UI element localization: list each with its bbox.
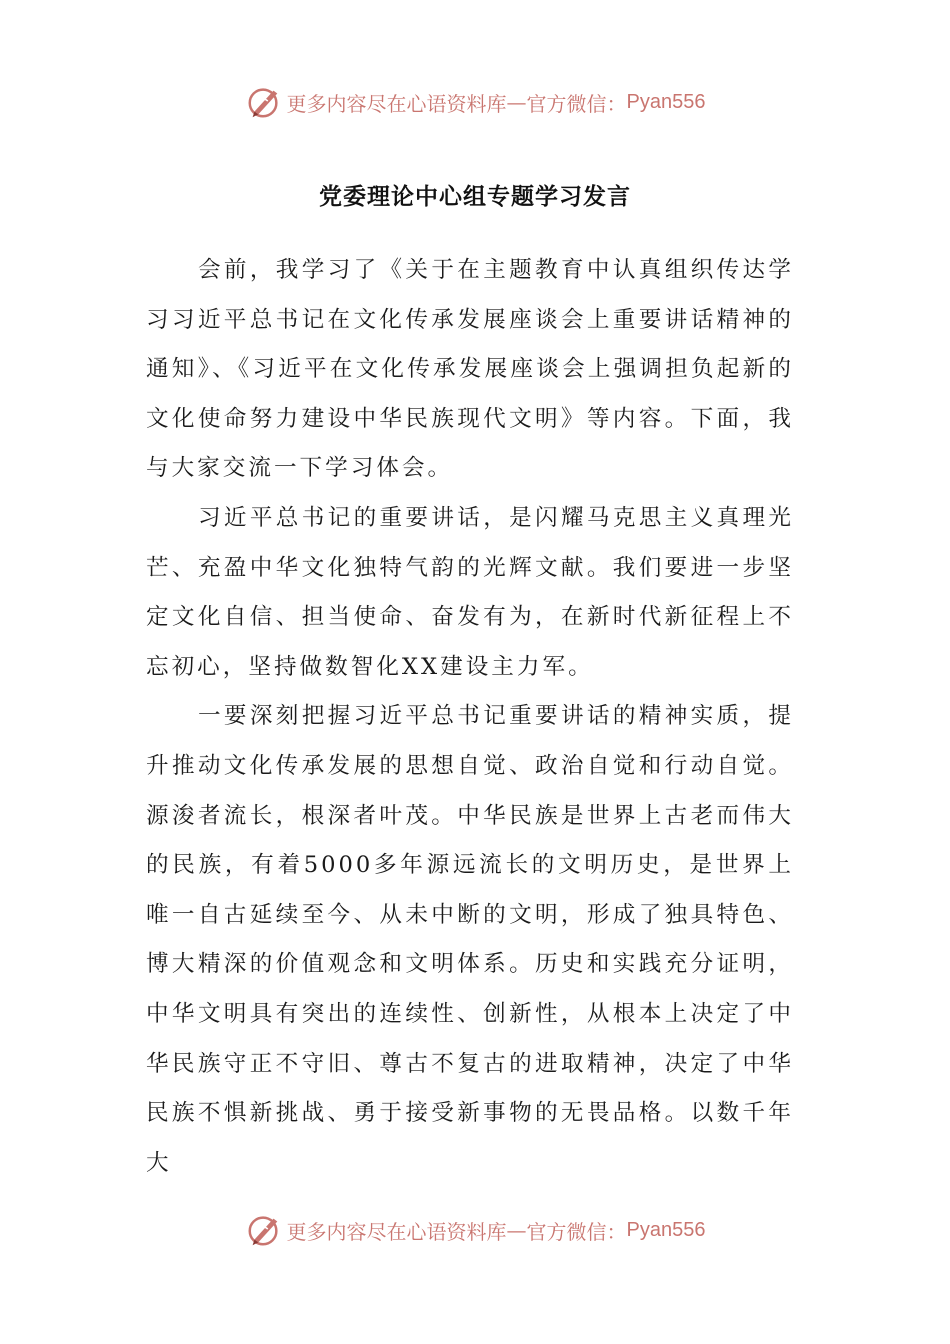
banner-dash: — [506, 90, 527, 114]
paragraph: 会前，我学习了《关于在主题教育中认真组织传达学习习近平总书记在文化传承发展座谈会上重要讲话精神的通知》、《习近平在文化传承发展座谈会上强调担负起新的文化使命努力建设中华民族现代文明》等内容。下面，我与大家交流一下学习体会。 [146, 257, 794, 482]
banner-dash: — [506, 1218, 527, 1242]
banner-site-text: 更多内容尽在心语资料库 [286, 1219, 507, 1244]
document-title: 党委理论中心组专题学习发言 [319, 183, 631, 210]
footer-banner [0, 1208, 950, 1252]
banner-contact-label: 官方微信： [526, 91, 627, 116]
banner-wechat-id: Pyan556 [626, 90, 706, 113]
paragraph: 一要深刻把握习近平总书记重要讲话的精神实质，提升推动文化传承发展的思想自觉、政治自觉和行动自觉。源浚者流长，根深者叶茂。中华民族是世界上古老而伟大的民族，有着5000多年源远流长的文明历史，是世界上唯一自古延续至今、从未中断的文明，形成了独具特色、博大精深的价值观念和文明体系。历史和实践充分证明，中华文明具有突出的连续性、创新性，从根本上决定了中华民族守正不守旧、尊古不复古的进取精神，决定了中华民族不惧新挑战、勇于接受新事物的无畏品格。以数千年大 [146, 703, 794, 1176]
pen-logo-icon [245, 1211, 283, 1249]
paragraph: 习近平总书记的重要讲话，是闪耀马克思主义真理光芒、充盈中华文化独特气韵的光辉文献。我们要进一步坚定文化自信、担当使命、奋发有为，在新时代新征程上不忘初心，坚持做数智化XX建设主力军。 [146, 504, 794, 680]
pen-logo-icon [245, 83, 283, 121]
banner-wechat-id: Pyan556 [626, 1218, 706, 1241]
banner-contact-label: 官方微信： [526, 1219, 627, 1244]
banner-site-text: 更多内容尽在心语资料库 [286, 91, 507, 116]
header-banner [0, 80, 950, 124]
document-body [146, 246, 794, 1188]
